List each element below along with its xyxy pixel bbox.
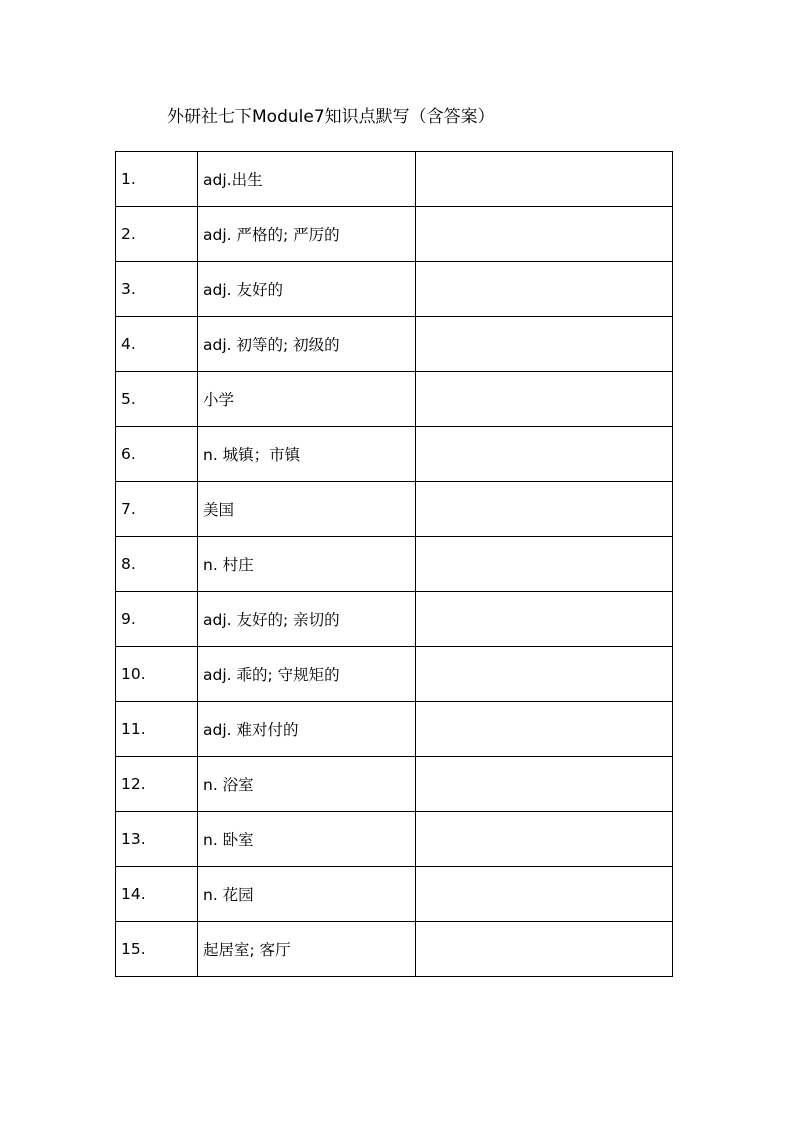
chinese-meaning: n. 村庄 [198,537,416,592]
row-number: 3. [116,262,198,317]
table-row [116,372,673,427]
answer-cell[interactable] [416,812,673,867]
row-number: 10. [116,647,198,702]
row-number: 6. [116,427,198,482]
answer-cell[interactable] [416,372,673,427]
chinese-meaning: adj. 初等的; 初级的 [198,317,416,372]
row-number: 7. [116,482,198,537]
chinese-meaning: adj.出生 [198,152,416,207]
table-row [116,152,673,207]
answer-cell[interactable] [416,262,673,317]
table-row [116,317,673,372]
chinese-meaning: 美国 [198,482,416,537]
chinese-meaning: adj. 难对付的 [198,702,416,757]
table-row [116,262,673,317]
table-row [116,812,673,867]
answer-cell[interactable] [416,427,673,482]
chinese-meaning: 小学 [198,372,416,427]
page-title: 外研社七下Module7知识点默写（含答案） [167,107,495,127]
table-row [116,757,673,812]
table-row [116,867,673,922]
table-row [116,702,673,757]
chinese-meaning: n. 城镇；市镇 [198,427,416,482]
answer-cell[interactable] [416,757,673,812]
answer-cell[interactable] [416,702,673,757]
chinese-meaning: n. 卧室 [198,812,416,867]
table-row [116,537,673,592]
row-number: 9. [116,592,198,647]
row-number: 4. [116,317,198,372]
answer-cell[interactable] [416,592,673,647]
row-number: 11. [116,702,198,757]
answer-cell[interactable] [416,922,673,977]
row-number: 2. [116,207,198,262]
row-number: 15. [116,922,198,977]
answer-cell[interactable] [416,647,673,702]
chinese-meaning: n. 浴室 [198,757,416,812]
row-number: 14. [116,867,198,922]
answer-cell[interactable] [416,152,673,207]
chinese-meaning: n. 花园 [198,867,416,922]
vocabulary-table [115,151,673,977]
row-number: 13. [116,812,198,867]
table-row [116,427,673,482]
row-number: 1. [116,152,198,207]
row-number: 5. [116,372,198,427]
answer-cell[interactable] [416,867,673,922]
table-row [116,647,673,702]
chinese-meaning: adj. 友好的 [198,262,416,317]
chinese-meaning: adj. 友好的; 亲切的 [198,592,416,647]
answer-cell[interactable] [416,537,673,592]
table-row [116,482,673,537]
chinese-meaning: 起居室; 客厅 [198,922,416,977]
answer-cell[interactable] [416,482,673,537]
chinese-meaning: adj. 严格的; 严厉的 [198,207,416,262]
chinese-meaning: adj. 乖的; 守规矩的 [198,647,416,702]
answer-cell[interactable] [416,317,673,372]
row-number: 12. [116,757,198,812]
table-row [116,207,673,262]
answer-cell[interactable] [416,207,673,262]
table-row [116,922,673,977]
row-number: 8. [116,537,198,592]
table-row [116,592,673,647]
